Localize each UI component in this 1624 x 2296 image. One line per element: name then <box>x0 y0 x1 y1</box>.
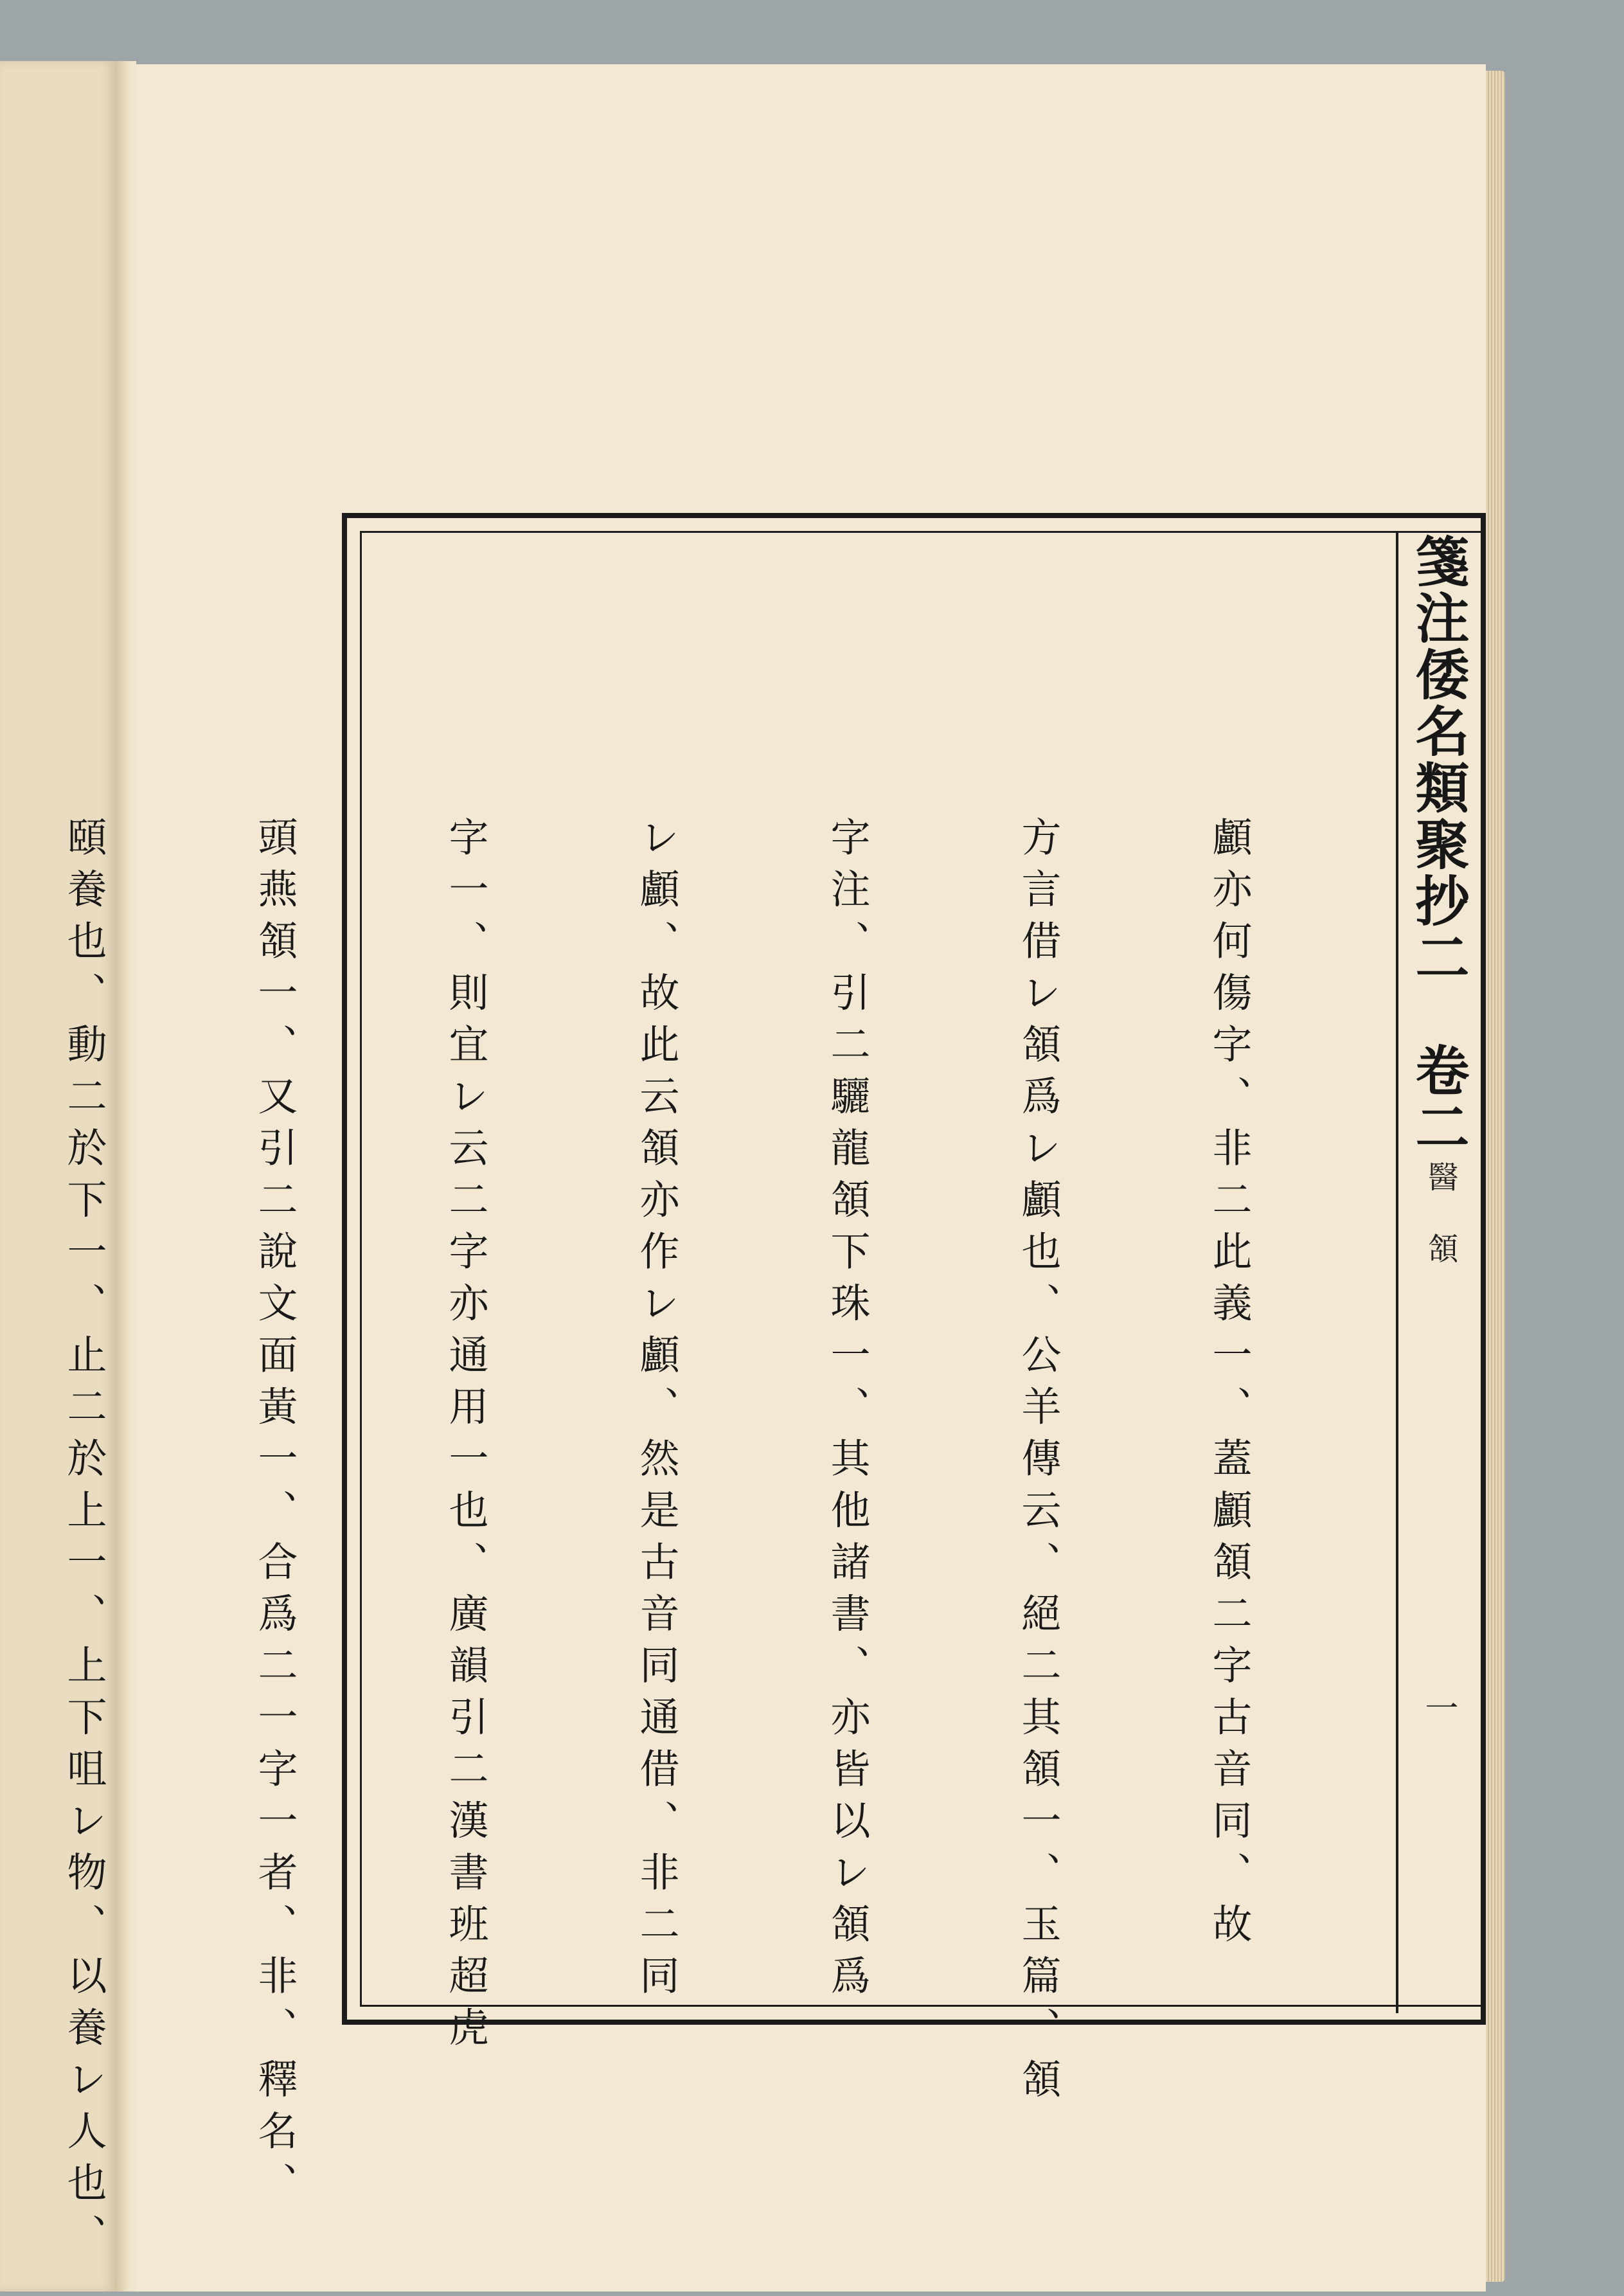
title-column-rule <box>1396 531 1398 2013</box>
text-line: レ顱、故此云頷亦作レ顱、然是古音同通借、非二同 <box>633 816 680 2007</box>
text-line: 字注、引二驪龍頷下珠一、其他諸書、亦皆以レ頷爲 <box>824 816 871 2007</box>
body-text <box>60 816 1388 2265</box>
section-label: 醫 頷 <box>1422 1161 1458 1279</box>
text-line: 方言借レ頷爲レ顱也、公羊傳云、絕二其頷一、玉篇、頷 <box>1015 816 1062 2110</box>
text-line: 頤養也、動二於下一、止二於上一、上下咀レ物、以養レ人也、 <box>60 816 107 2265</box>
text-line: 字一、則宜レ云二字亦通用一也、廣韻引二漢書班超虎 <box>442 816 489 2058</box>
book-title <box>1409 534 1468 1156</box>
book-title-text: 箋注倭名類聚抄 <box>1407 534 1470 929</box>
page-edges <box>1486 71 1505 2282</box>
text-line: 顱亦何傷字、非二此義一、蓋顱頷二字古音同、故 <box>1206 816 1253 1955</box>
volume-label: 二 卷二 <box>1407 929 1470 1156</box>
text-line: 頭燕頷一、又引二說文面黃一、合爲二一字一者、非、釋名、 <box>251 816 298 2214</box>
folio-number: 一 <box>1419 1691 1458 1724</box>
